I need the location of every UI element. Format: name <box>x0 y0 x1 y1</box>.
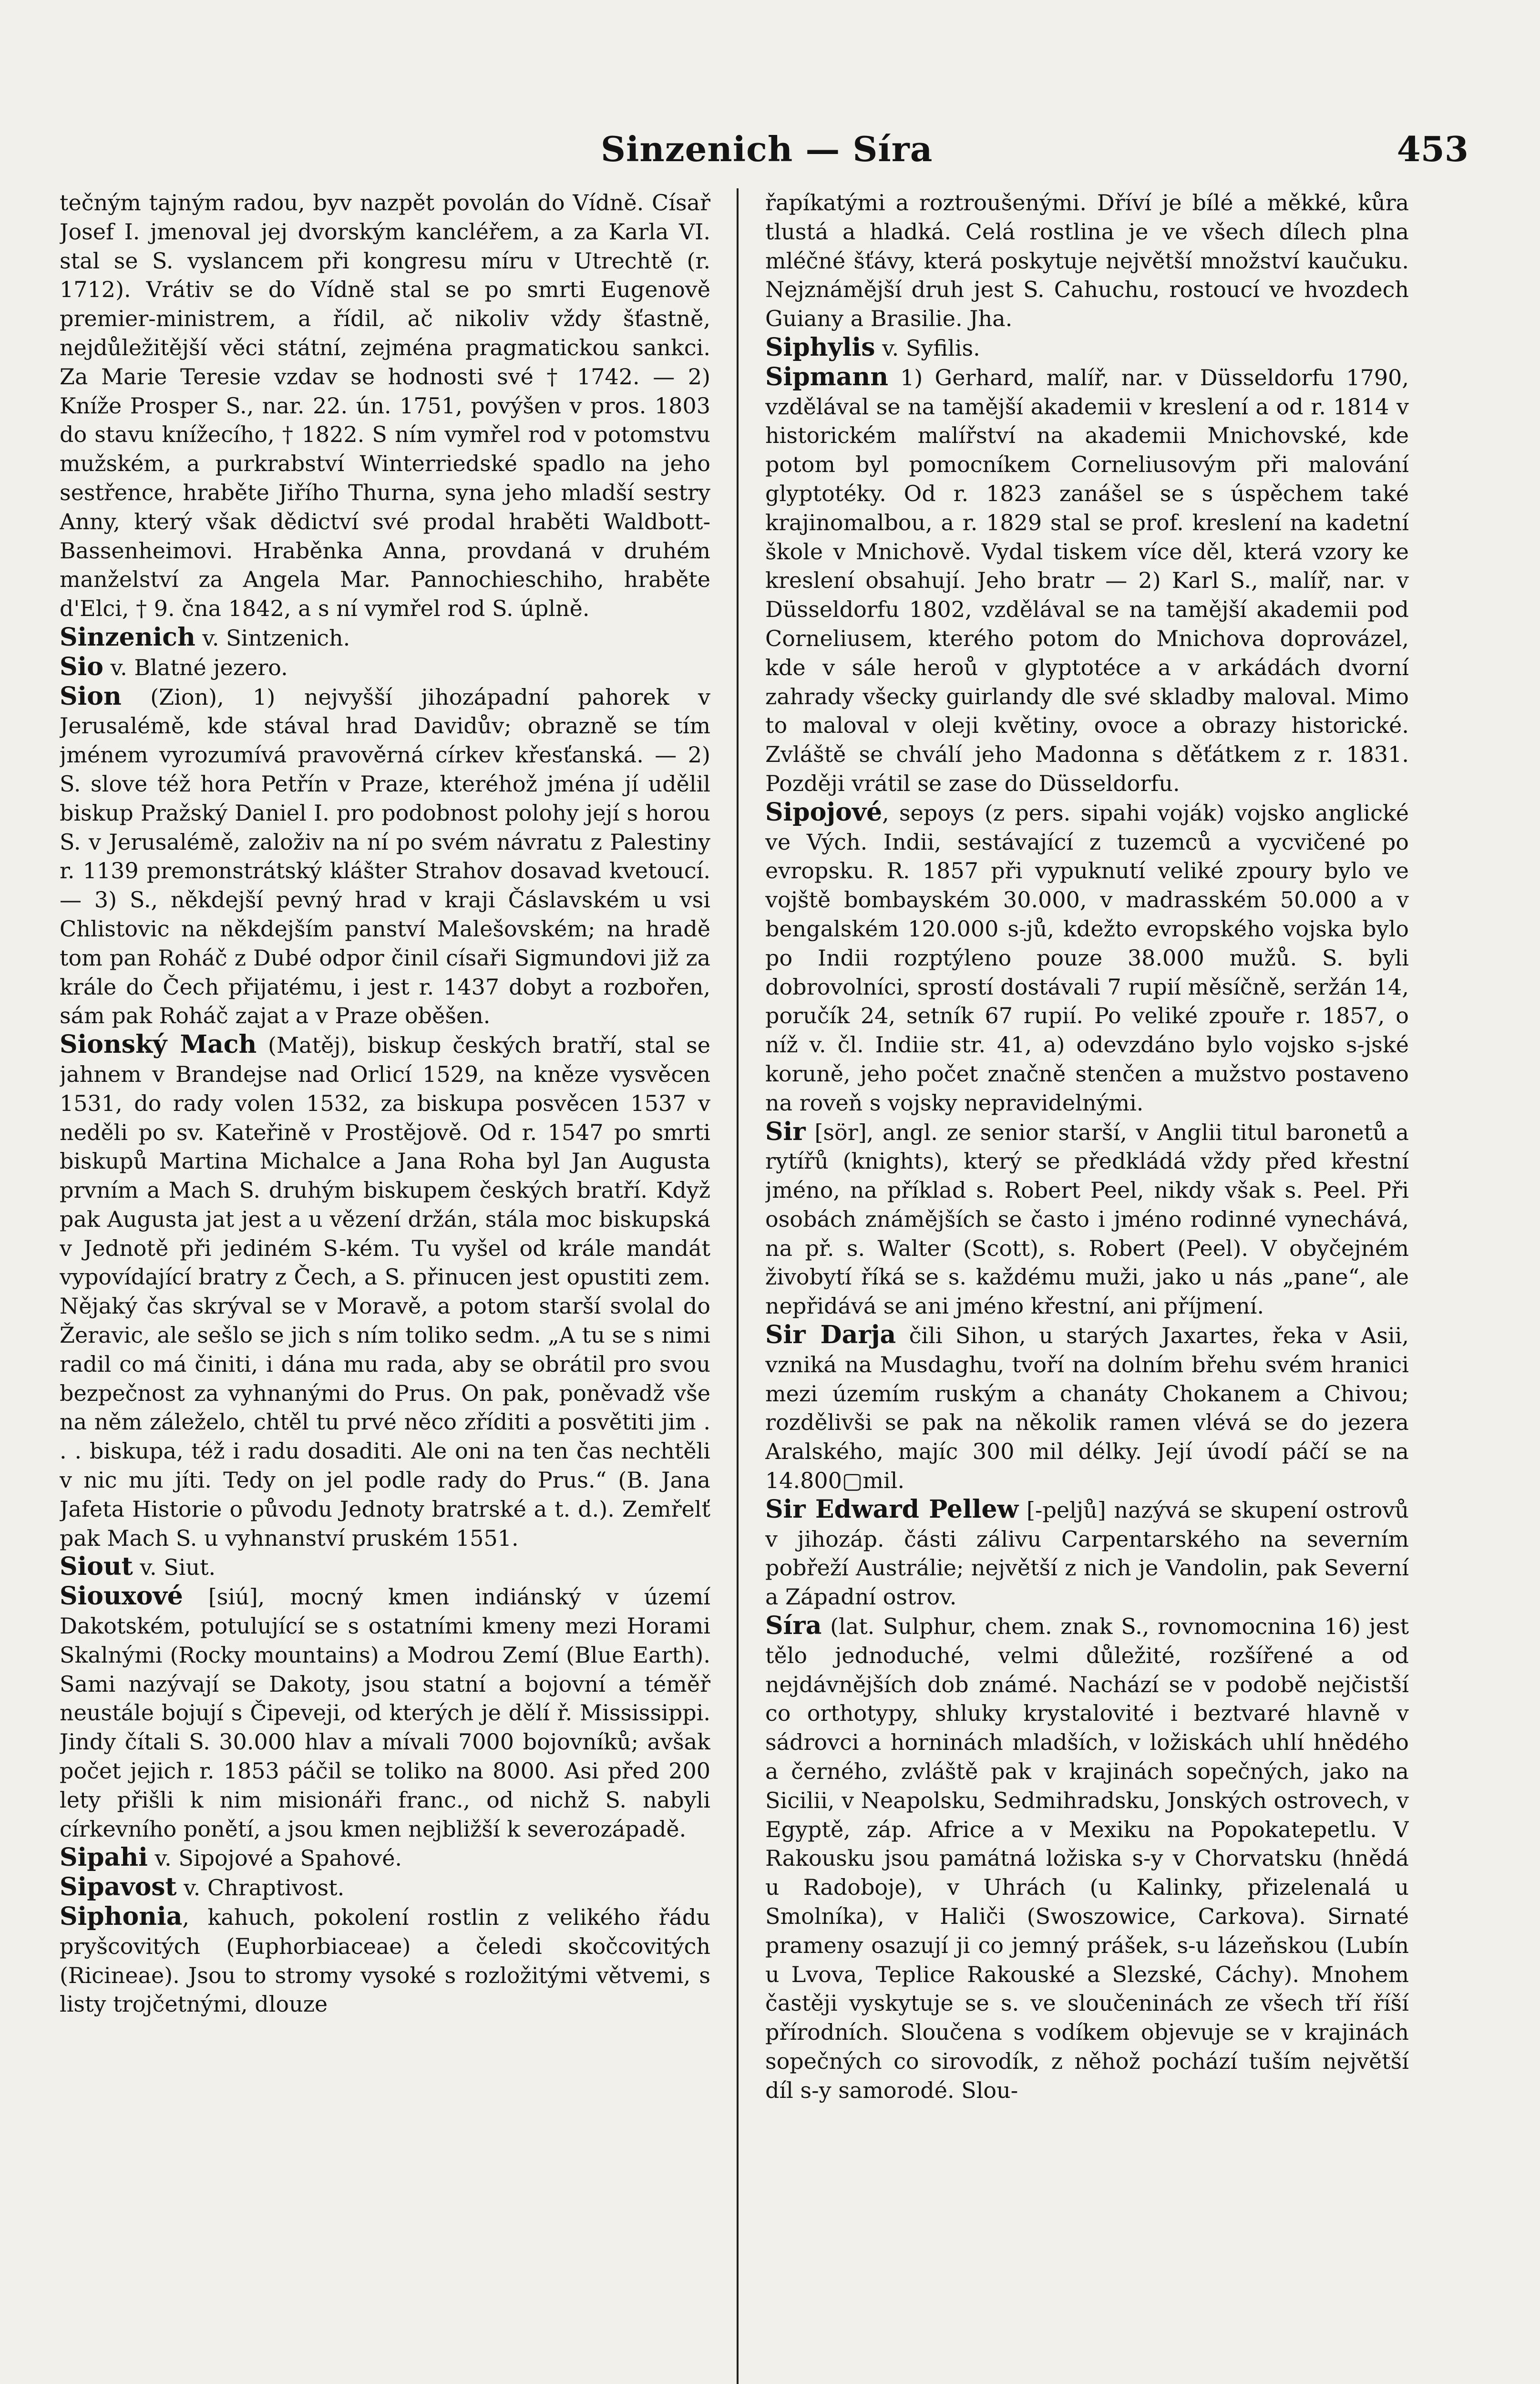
entry-siouxove: Siouxové [siú], mocný kmen indiánský v území Dakotském, potulující se s ostatními kmeny mezi Horami Skalnými (Rocky mountains) a Modrou Zemí (Blue Earth). Sami nazývají se Dakoty, jsou statní a bojovní a téměř neustále bojují s Čipeveji, od kterých je dělí ř. Mississippi. Jindy čítali S. 30.000 hlav a mívali 7000 bojovníků; avšak počet jejich r. 1853 páčil se toliko na 8000. Asi před 200 lety přišli k nim misionáři franc., od nichž S. nabyli církevního ponětí, a jsou kmen nejbližší k severozápadě. <box>60 1582 710 1842</box>
entry-sir: Sir [sör], angl. ze senior starší, v Anglii titul baronetů a rytířů (knights), který se předkládá vždy před křestní jméno, na příklad s. Robert Peel, nikdy však s. Peel. Při osobách známějších se často i jméno rodinné vynechává, na př. s. Walter (Scott), s. Robert (Peel). V obyčejném živobytí říká se s. každému muži, jako u nás „pane“, ale nepřidává se ani jméno křestní, ani příjmení. <box>765 1117 1409 1319</box>
entry-sir-darja: Sir Darja čili Sihon, u starých Jaxartes, řeka v Asii, vzniká na Musdaghu, tvoří na dolním břehu svém hranici mezi územím ruským a chanáty Chokanem a Chivou; rozdělivši se pak na několik ramen vlévá se do jezera Aralského, majíc 300 mil délky. Její úvodí páčí se na 14.800▢mil. <box>765 1320 1409 1494</box>
headword: Sir <box>765 1117 806 1146</box>
headword: Siouxové <box>60 1582 183 1611</box>
right-column <box>765 188 1409 2384</box>
headword: Sionský Mach <box>60 1030 257 1059</box>
headword: Sinzenich <box>60 622 195 652</box>
entry-sionsky-mach: Sionský Mach (Matěj), biskup českých bratří, stal se jahnem v Brandejse nad Orlicí 1529, na kněze vysvěcen 1531, do rady volen 1532, za biskupa posvěcen 1537 v neděli po sv. Kateřině v Prostějově. Od r. 1547 po smrti biskupů Martina Michalce a Jana Roha byl Jan Augusta prvním a Mach S. druhým biskupem českých bratří. Když pak Augusta jat jest a u vězení držán, stála moc biskupská v Jednotě při jediném S-kém. Tu vyšel od krále mandát vypovídající bratry z Čech, a S. přinucen jest opustiti zem. Nějaký čas skrýval se v Moravě, a potom starší svolal do Žeravic, ale sešlo se jich s ním toliko sedm. „A tu se s nimi radil co má činiti, i dána mu rada, aby se obrátil pro svou bezpečnost za vyhnanými do Prus. On pak, poněvadž vše na něm záleželo, chtěl tu prvé něco zříditi a posvětiti jim . . . biskupa, též i radu dosaditi. Ale oni na ten čas nechtěli v nic mu jíti. Tedy on jel podle rady do Prus.“ (B. Jana Jafeta Historie o původu Jednoty bratrské a t. d.). Zemřelť pak Mach S. u vyhnanství pruském 1551. <box>60 1030 710 1551</box>
entry-sipahi: Sipahi v. Sipojové a Spahové. <box>60 1843 402 1872</box>
entry-sipmann: Sipmann 1) Gerhard, malíř, nar. v Düsseldorfu 1790, vzdělával se na tamější akademii v kreslení a od r. 1814 v historickém malířství na akademii Mnichovské, kde potom byl pomocníkem Corneliusovým při malování glyptotéky. Od r. 1823 zanášel se s úspěchem také krajinomalbou, a r. 1829 stal se prof. kreslení na kadetní škole v Mnichově. Vydal tiskem více děl, která vzory ke kreslení obsahují. Jeho bratr — 2) Karl S., malíř, nar. v Düsseldorfu 1802, vzdělával se na tamější akademii pod Corneliusem, kterého potom do Mnichova doprovázel, kde v sále heroů v glyptotéce a v arkádách dvorní zahrady všecky guirlandy dle své skladby maloval. Mimo to maloval v oleji květiny, ovoce a obrazy historické. Zvláště se chválí jeho Madonna s děťátkem z r. 1831. Později vrátil se zase do Düsseldorfu. <box>765 362 1409 796</box>
headword: Sipavost <box>60 1872 177 1902</box>
headword: Siout <box>60 1552 133 1582</box>
headword: Sipmann <box>765 362 888 391</box>
headword: Síra <box>765 1611 822 1641</box>
headword: Siphylis <box>765 332 875 362</box>
headword: Sir Darja <box>765 1320 896 1350</box>
running-title: Sinzenich — Síra <box>601 129 933 169</box>
entry-sira: Síra (lat. Sulphur, chem. znak S., rovnomocnina 16) jest tělo jednoduché, velmi důležité, rozšířené a od nejdávnějších dob známé. Nachází se v podobě nejčistší co orthotypy, shluky krystalovité i beztvaré hlavně v sádrovci a horninách mladších, v ložiskách uhlí hnědého a černého, zvláště pak v krajinách sopečných, jako na Sicilii, v Neapolsku, Sedmihradsku, Jonských ostrovech, v Egyptě, záp. Africe a v Mexiku na Popokatepetlu. V Rakousku jsou památná ložiska s-y v Chorvatsku (hnědá u Radoboje), v Uhrách (u Kalinky, přizelenalá u Smolníka), v Haliči (Swoszowice, Carkova). Sirnaté prameny osazují ji co jemný prášek, s-u lázeňskou (Lubín u Lvova, Teplice Rakouské a Slezské, Cáchy). Mnohem častěji vyskytuje se s. ve sloučeninách ze všech tří říší přírodních. Sloučena s vodíkem objevuje se v krajinách sopečných co sirovodík, z něhož pochází tuším největší díl s-y samorodé. Slou- <box>765 1611 1409 2103</box>
entry-sipavost: Sipavost v. Chraptivost. <box>60 1872 345 1902</box>
headword: Sion <box>60 681 122 711</box>
headword: Sir Edward Pellew <box>765 1494 1019 1524</box>
headword: Sipahi <box>60 1843 148 1872</box>
page-header <box>52 129 1483 181</box>
entry-sion: Sion (Zion), 1) nejvyšší jihozápadní pahorek v Jerusalémě, kde stával hrad Davidův; obrazně se tím jménem vyrozumívá pravověrná církev křesťanská. — 2) S. slove též hora Petřín v Praze, kteréhož jména jí udělil biskup Pražský Daniel I. pro podobnost polohy její s horou S. v Jerusalémě, založiv na ní po svém návratu z Palestiny r. 1139 premonstrátský klášter Strahov dosavad kvetoucí. — 3) S., někdejší pevný hrad v kraji Čáslavském u vsi Chlistovic na někdejším panství Malešovském; na hradě tom pan Roháč z Dubé odpor činil císaři Sigmundovi již za krále do Čech přijatému, i jest r. 1437 dobyt a rozbořen, sám pak Roháč zajat a v Praze oběšen. <box>60 681 710 1029</box>
column-divider <box>737 188 739 2384</box>
entry-continuation: tečným tajným radou, byv nazpět povolán do Vídně. Císař Josef I. jmenoval jej dvorským kancléřem, a za Karla VI. stal se S. vyslancem při kongresu míru v Utrechtě (r. 1712). Vrátiv se do Vídně stal se po smrti Eugenově premier-ministrem, a řídil, ač nikoliv vždy šťastně, nejdůležitější věci státní, zejména pragmatickou sankci. Za Marie Teresie vzdav se hodnosti své † 1742. — 2) Kníže Prosper S., nar. 22. ún. 1751, povýšen v pros. 1803 do stavu knížecího, † 1822. S ním vymřel rod v potomstvu mužském, a purkrabství Winterriedské spadlo na jeho sestřence, hraběte Jiřího Thurna, syna jeho mladší sestry Anny, který však dědictví své prodal hraběti Waldbott-Bassenheimovi. Hraběnka Anna, provdaná v druhém manželství za Angela Mar. Pannochieschiho, hraběte d'Elci, † 9. čna 1842, a s ní vymřel rod S. úplně. <box>60 190 710 622</box>
entry-continuation: řapíkatými a roztroušenými. Dříví je bílé a měkké, kůra tlustá a hladká. Celá rostlina je ve všech dílech plna mléčné šťávy, která poskytuje největší množství kaučuku. Nejznámější druh jest S. Cahuchu, rostoucí ve hvozdech Guiany a Brasilie. Jha. <box>765 190 1409 332</box>
page-number: 453 <box>1396 129 1468 169</box>
entry-sipojove: Sipojové, sepoys (z pers. sipahi voják) vojsko anglické ve Vých. Indii, sestávající z tuzemců a vycvičené po evropsku. R. 1857 při vypuknutí veliké zpoury bylo ve vojště bombayském 30.000, v madrasském 50.000 a v bengalském 120.000 s-jů, kdežto evropského vojska bylo po Indii rozptýleno pouze 38.000 mužů. S. byli dobrovolníci, sprostí dostávali 7 rupií měsíčně, seržán 14, poručík 24, setník 67 rupií. Po veliké zpouře r. 1857, o níž v. čl. Indiie str. 41, a) odevzdáno bylo vojsko s-jské koruně, jeho počet značně stenčen a mužstvo postaveno na roveň s vojsky nepravidelnými. <box>765 797 1409 1116</box>
entry-siphylis: Siphylis v. Syfilis. <box>765 332 980 362</box>
entry-sir-edward-pellew: Sir Edward Pellew [-peljů] nazývá se skupení ostrovů v jihozáp. části zálivu Carpentarského na severním pobřeží Austrálie; největší z nich je Vandolin, pak Severní a Západní ostrov. <box>765 1494 1409 1610</box>
left-column <box>60 188 710 2384</box>
headword: Sipojové <box>765 797 883 827</box>
headword: Siphonia <box>60 1902 183 1932</box>
headword: Sio <box>60 652 103 681</box>
entry-sinzenich: Sinzenich v. Sintzenich. <box>60 622 350 652</box>
entry-siout: Siout v. Siut. <box>60 1552 216 1582</box>
entry-siphonia: Siphonia, kahuch, pokolení rostlin z velikého řádu pryšcovitých (Euphorbiaceae) a čeledi skočcovitých (Ricineae). Jsou to stromy vysoké s rozložitými větvemi, s listy trojčetnými, dlouze <box>60 1902 710 2017</box>
entry-sio: Sio v. Blatné jezero. <box>60 652 288 681</box>
